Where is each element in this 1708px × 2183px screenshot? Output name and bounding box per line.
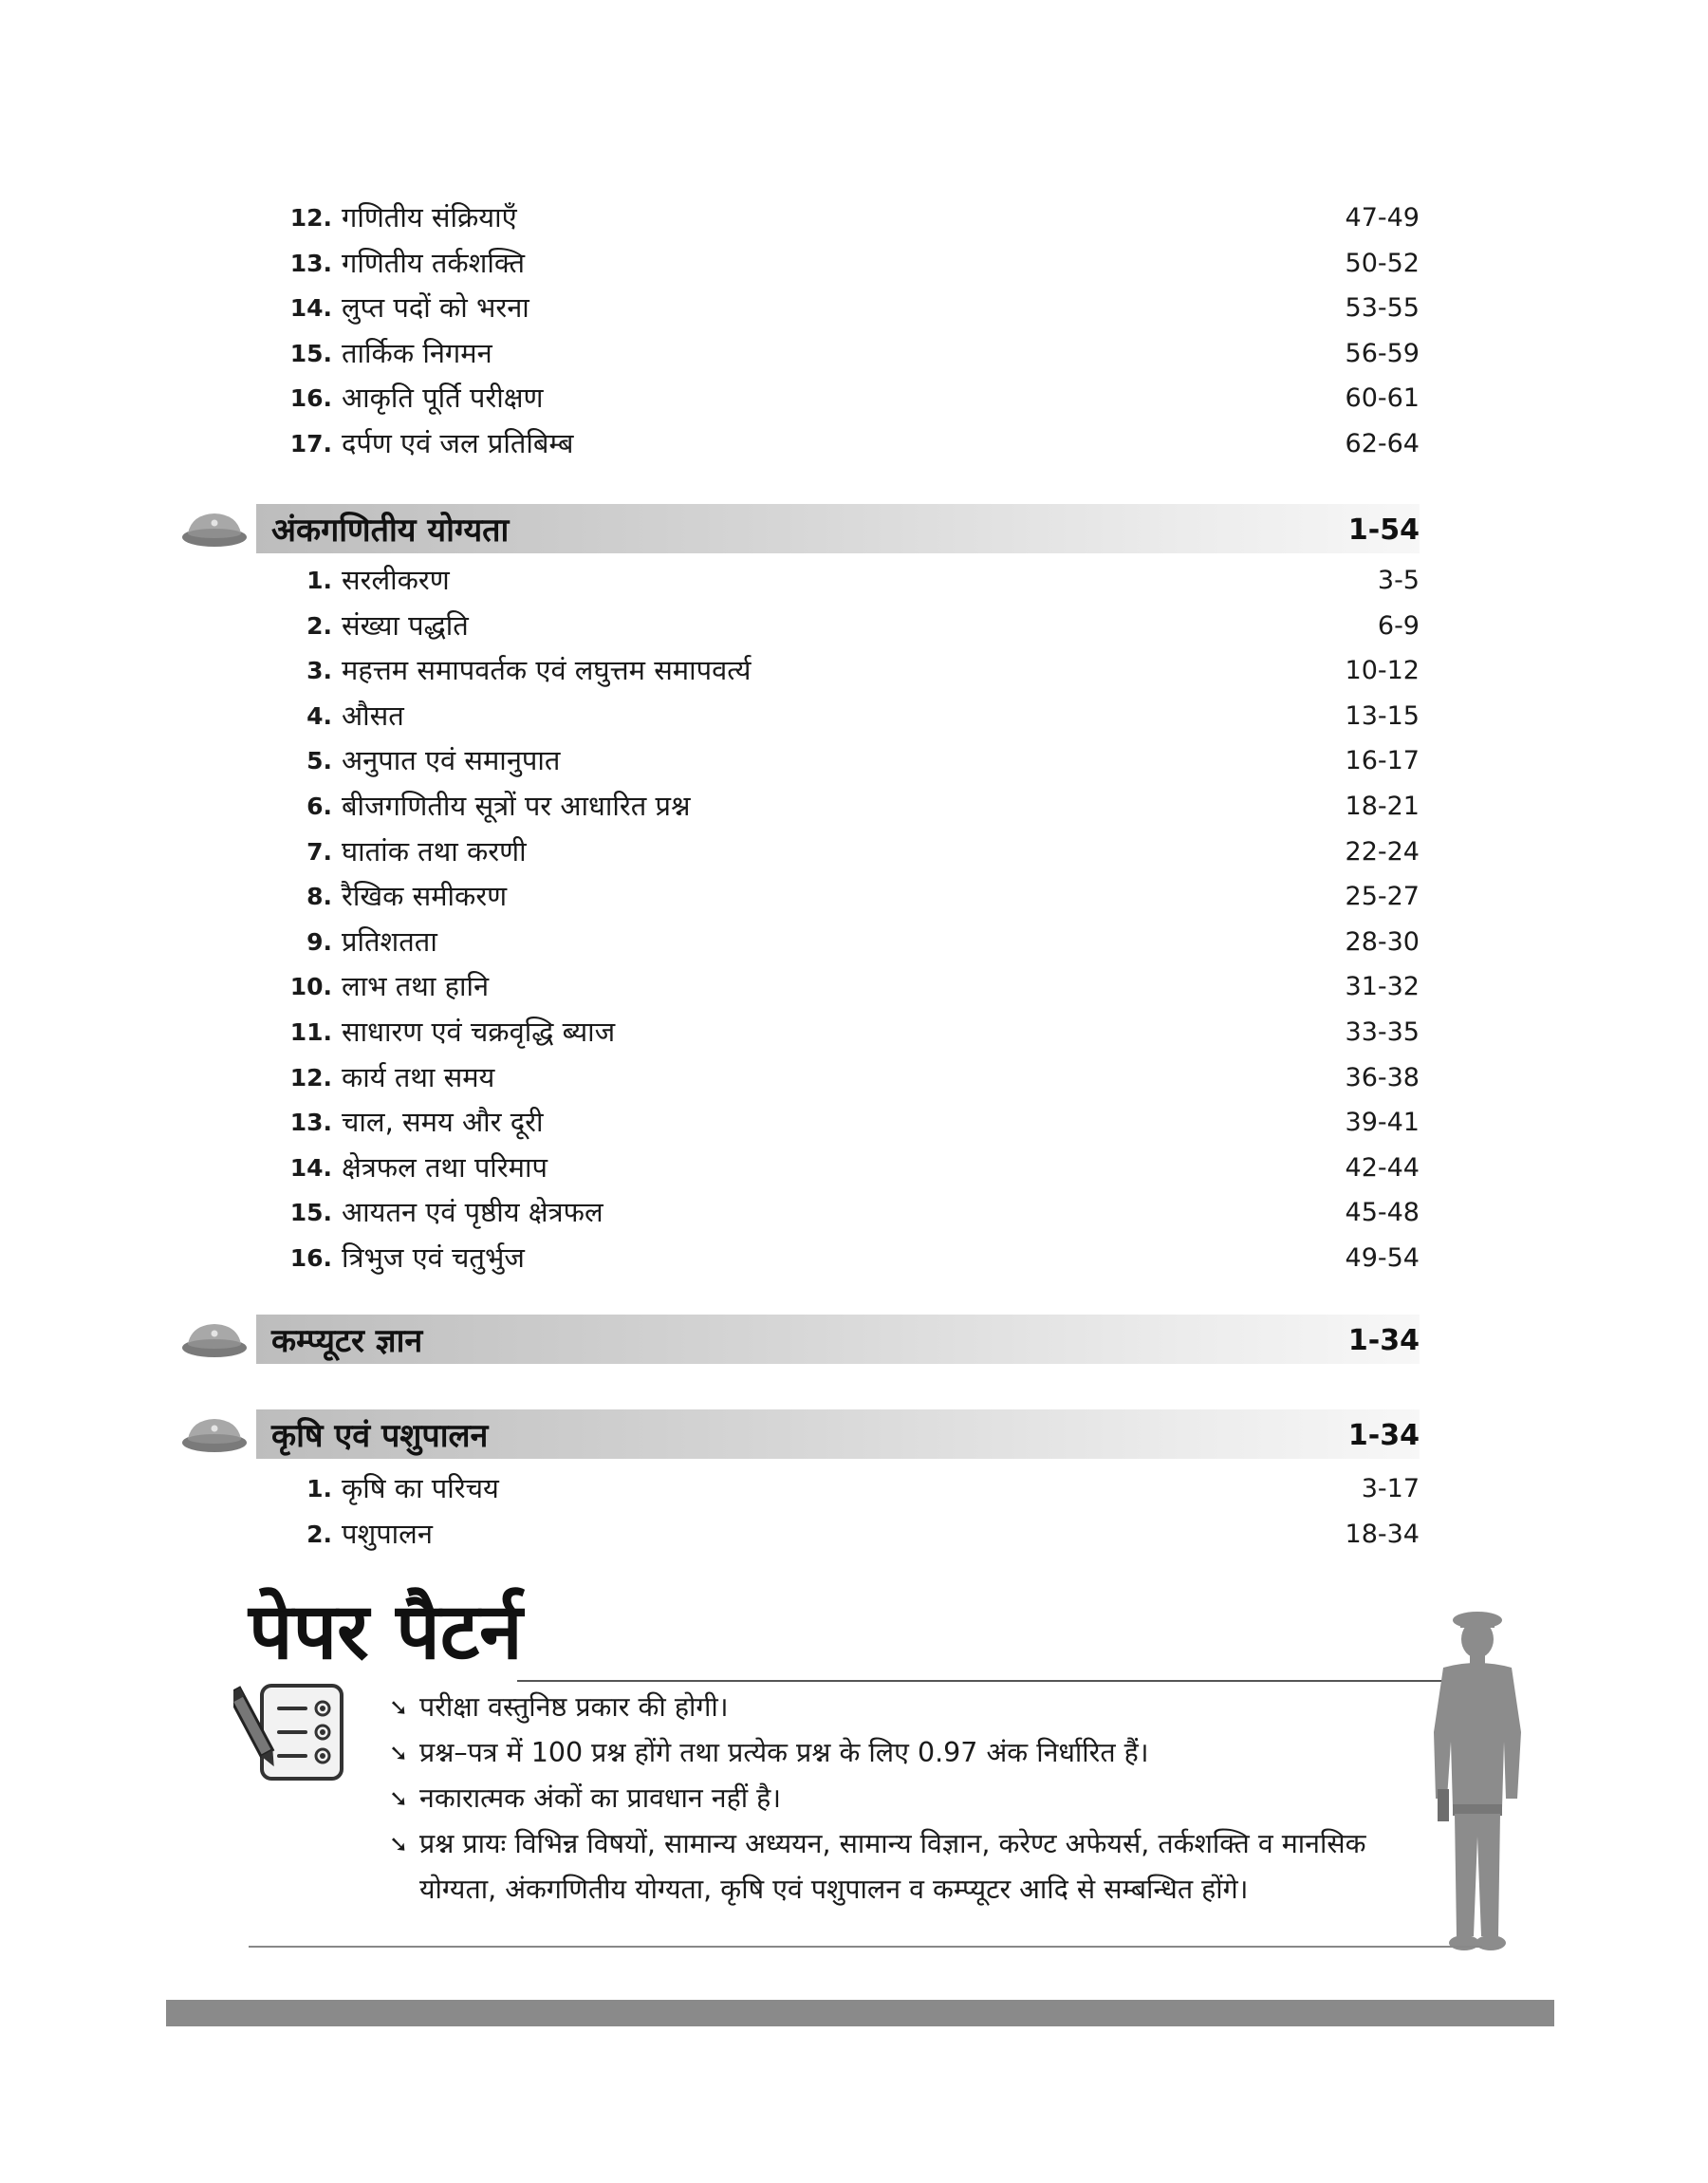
toc-number: 1. [306, 567, 332, 594]
toc-row[interactable] [266, 648, 1420, 694]
section-header-agriculture[interactable] [256, 1409, 1420, 1459]
toc-number: 7. [306, 837, 332, 866]
toc-title: आकृति पूर्ति परीक्षण [342, 382, 544, 415]
toc-title: घातांक तथा करणी [342, 834, 527, 868]
toc-row[interactable] [266, 376, 1420, 421]
toc-pages: 22-24 [1345, 836, 1420, 867]
checklist-pencil-icon [233, 1680, 347, 1784]
toc-row[interactable] [266, 1466, 1420, 1512]
toc-pages: 53-55 [1345, 293, 1420, 324]
toc-pages: 36-38 [1345, 1062, 1420, 1092]
toc-number: 2. [306, 1520, 332, 1548]
toc-number: 11. [289, 1017, 332, 1046]
toc-title: त्रिभुज एवं चतुर्भुज [342, 1241, 525, 1274]
paper-pattern-list [389, 1685, 1433, 1912]
toc-row[interactable] [266, 694, 1420, 739]
toc-row[interactable] [266, 604, 1420, 649]
arrow-bullet-icon: ➘ [389, 1694, 409, 1721]
toc-number: 12. [289, 204, 332, 232]
toc-title: पशुपालन [342, 1517, 433, 1550]
toc-pages: 3-17 [1361, 1474, 1420, 1503]
toc-number: 12. [289, 1063, 332, 1092]
toc-number: 13. [289, 249, 332, 277]
police-cap-icon [180, 509, 249, 550]
pattern-point-text: नकारात्मक अंकों का प्रावधान नहीं है। [419, 1782, 782, 1814]
toc-pages: 10-12 [1345, 656, 1420, 686]
section-pages: 1-54 [1347, 513, 1420, 547]
toc-title: सरलीकरण [342, 564, 450, 596]
toc-title: संख्या पद्धति [342, 608, 469, 642]
toc-row[interactable] [266, 1100, 1420, 1146]
section-header-computer[interactable] [256, 1315, 1420, 1364]
toc-pages: 50-52 [1345, 248, 1420, 278]
toc-number: 4. [306, 701, 332, 730]
toc-pages: 6-9 [1377, 610, 1420, 641]
toc-pages: 18-21 [1345, 791, 1420, 821]
toc-number: 17. [289, 429, 332, 457]
toc-row[interactable] [266, 558, 1420, 604]
toc-title: चाल, समय और दूरी [342, 1106, 544, 1139]
toc-pages: 45-48 [1345, 1198, 1420, 1228]
toc-row[interactable] [266, 874, 1420, 920]
toc-number: 10. [289, 973, 332, 1001]
section-pages: 1-34 [1347, 1419, 1420, 1452]
toc-row[interactable] [266, 286, 1420, 331]
toc-title: गणितीय तर्कशक्ति [342, 246, 525, 279]
toc-title: महत्तम समापवर्तक एवं लघुत्तम समापवर्त्य [342, 654, 752, 687]
toc-number: 5. [306, 747, 332, 775]
toc-number: 14. [289, 1153, 332, 1182]
pattern-point [389, 1776, 1433, 1821]
toc-row[interactable] [266, 738, 1420, 784]
paper-pattern-title: पेपर पैटर्न [249, 1586, 523, 1677]
toc-pages: 28-30 [1345, 926, 1420, 957]
toc-title: प्रतिशतता [342, 924, 437, 958]
reasoning-toc-list [266, 196, 1420, 467]
agriculture-toc-list [266, 1466, 1420, 1557]
toc-row[interactable] [266, 920, 1420, 965]
toc-row[interactable] [266, 331, 1420, 377]
toc-number: 13. [289, 1109, 332, 1137]
police-cap-icon [180, 1319, 249, 1361]
toc-number: 1. [306, 1475, 332, 1502]
toc-row[interactable] [266, 1146, 1420, 1191]
toc-row[interactable] [266, 1236, 1420, 1281]
pattern-point-text: प्रश्न प्रायः विभिन्न विषयों, सामान्य अध्ययन, सामान्य विज्ञान, करेण्ट अफेयर्स, तर्कशक्ति व मानसिक योग्यता, अंकगणितीय योग्यता, कृषि एवं पशुपालन व कम्प्यूटर आदि से सम्बन्धित होंगे। [419, 1828, 1366, 1905]
toc-pages: 3-5 [1377, 566, 1420, 595]
toc-pages: 18-34 [1345, 1519, 1420, 1549]
toc-pages: 16-17 [1345, 746, 1420, 776]
toc-title: अनुपात एवं समानुपात [342, 744, 561, 777]
toc-pages: 60-61 [1345, 383, 1420, 414]
section-header-arithmetic[interactable] [256, 504, 1420, 553]
toc-pages: 33-35 [1345, 1017, 1420, 1047]
toc-pages: 56-59 [1345, 338, 1420, 368]
pattern-point-text: प्रश्न–पत्र में 100 प्रश्न होंगे तथा प्रत्येक प्रश्न के लिए 0.97 अंक निर्धारित हैं। [419, 1737, 1149, 1768]
toc-pages: 47-49 [1345, 203, 1420, 233]
toc-number: 16. [289, 384, 332, 413]
toc-title: लुप्त पदों को भरना [342, 291, 529, 325]
toc-title: गणितीय संक्रियाएँ [342, 201, 517, 233]
toc-row[interactable] [266, 241, 1420, 287]
arithmetic-toc-list [266, 558, 1420, 1281]
toc-row[interactable] [266, 196, 1420, 241]
toc-pages: 49-54 [1345, 1242, 1420, 1273]
arrow-bullet-icon: ➘ [389, 1831, 409, 1857]
toc-row[interactable] [266, 1055, 1420, 1101]
toc-number: 9. [306, 927, 332, 956]
toc-title: कृषि का परिचय [342, 1472, 499, 1504]
toc-row[interactable] [266, 830, 1420, 875]
section-title: कृषि एवं पशुपालन [271, 1417, 489, 1455]
toc-number: 2. [306, 611, 332, 640]
toc-title: रैखिक समीकरण [342, 880, 508, 913]
toc-title: बीजगणितीय सूत्रों पर आधारित प्रश्न [342, 789, 691, 822]
toc-title: आयतन एवं पृष्ठीय क्षेत्रफल [342, 1196, 603, 1229]
divider [517, 1680, 1466, 1682]
arrow-bullet-icon: ➘ [389, 1740, 409, 1766]
toc-pages: 42-44 [1345, 1152, 1420, 1183]
toc-title: कार्य तथा समय [342, 1060, 495, 1093]
toc-row[interactable] [266, 421, 1420, 467]
toc-number: 16. [289, 1243, 332, 1272]
toc-number: 15. [289, 1199, 332, 1227]
toc-title: औसत [342, 699, 404, 732]
pattern-point [389, 1685, 1433, 1730]
police-officer-silhouette [1419, 1609, 1532, 1955]
toc-number: 3. [306, 657, 332, 685]
toc-pages: 39-41 [1345, 1108, 1420, 1138]
toc-title: क्षेत्रफल तथा परिमाप [342, 1150, 548, 1184]
toc-title: साधारण एवं चक्रवृद्धि ब्याज [342, 1015, 616, 1048]
toc-pages: 25-27 [1345, 882, 1420, 912]
toc-number: 6. [306, 792, 332, 820]
section-pages: 1-34 [1347, 1324, 1420, 1357]
pattern-point [389, 1730, 1433, 1776]
toc-title: दर्पण एवं जल प्रतिबिम्ब [342, 426, 574, 459]
toc-row[interactable] [266, 1512, 1420, 1558]
pattern-point-text: परीक्षा वस्तुनिष्ठ प्रकार की होगी। [419, 1691, 729, 1723]
arrow-bullet-icon: ➘ [389, 1785, 409, 1812]
toc-row[interactable] [266, 784, 1420, 830]
toc-row[interactable] [266, 1010, 1420, 1055]
pattern-point [389, 1821, 1433, 1912]
police-cap-icon [180, 1414, 249, 1456]
footer-bar [166, 2000, 1554, 2026]
toc-number: 8. [306, 883, 332, 911]
toc-row[interactable] [266, 964, 1420, 1010]
toc-title: लाभ तथा हानि [342, 970, 490, 1003]
section-title: अंकगणितीय योग्यता [271, 512, 510, 550]
divider [249, 1946, 1482, 1948]
section-title: कम्प्यूटर ज्ञान [271, 1322, 423, 1360]
toc-pages: 62-64 [1345, 428, 1420, 458]
toc-row[interactable] [266, 1190, 1420, 1236]
toc-pages: 13-15 [1345, 700, 1420, 731]
toc-pages: 31-32 [1345, 972, 1420, 1002]
toc-number: 14. [289, 294, 332, 323]
toc-title: तार्किक निगमन [342, 336, 492, 369]
toc-number: 15. [289, 339, 332, 367]
